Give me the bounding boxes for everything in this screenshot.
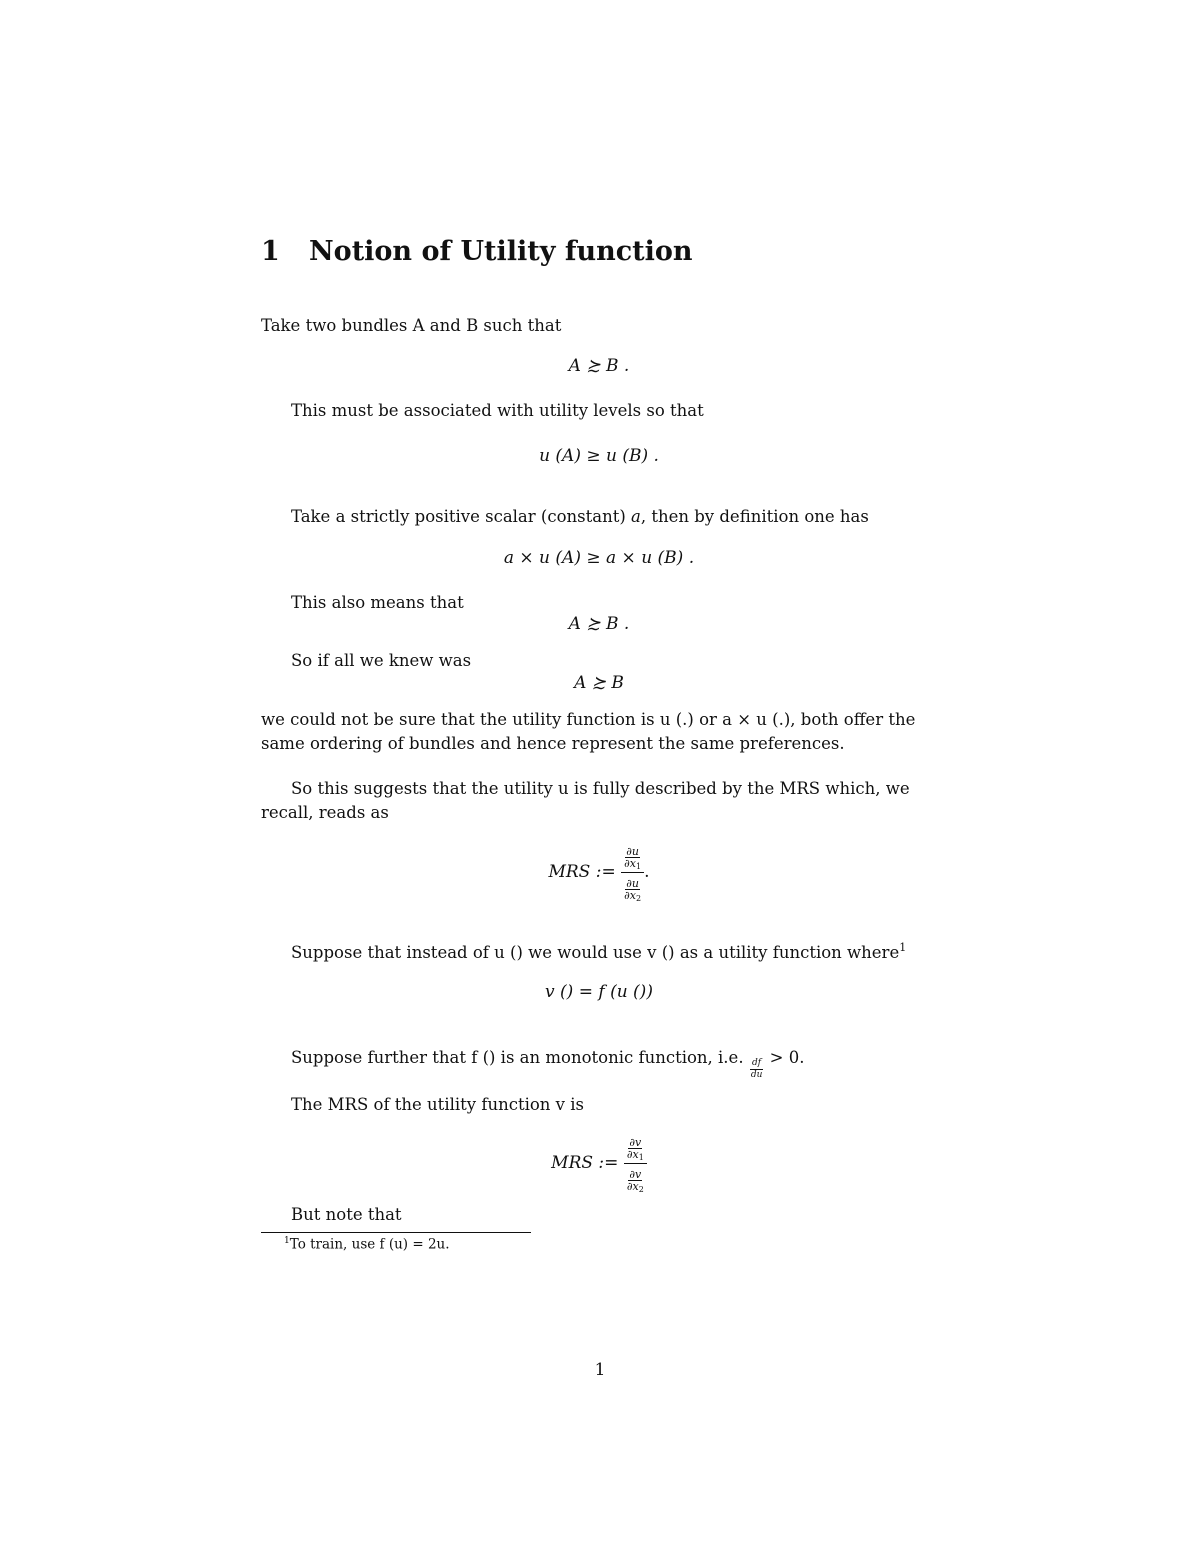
- mrs-v-lhs: MRS :=: [551, 1153, 619, 1173]
- paragraph-3-end: , then by definition one has: [640, 507, 869, 526]
- paragraph-11: But note that: [291, 1205, 402, 1224]
- paragraph-6: we could not be sure that the utility function is u (.) or a × u (.), both offer the same ordering of bundles and hence represent the same preferences.: [261, 710, 916, 753]
- paragraph-9: [291, 1046, 804, 1080]
- equation-3-text: a × u (A) ≥ a × u (B) .: [503, 548, 695, 568]
- equation-5: [261, 673, 937, 693]
- equation-4: [261, 614, 937, 634]
- equation-7-text: v () = f (u ()): [545, 982, 653, 1002]
- footnote-rule: [261, 1232, 531, 1233]
- footnote-marker: 1: [899, 941, 907, 954]
- footnote: [284, 1236, 450, 1253]
- equation-1-text: A ≿ B .: [568, 356, 630, 376]
- equation-mrs-v: [261, 1133, 937, 1194]
- mrs-v-fraction: $\frac{\frac{\partial v}{\partial x_1}}{\frac{\partial v}{\partial x_2}}$: [624, 1133, 647, 1194]
- scalar-a: a: [631, 507, 641, 526]
- paragraph-7: So this suggests that the utility u is fully described by the MRS which, we recall, reads as: [261, 779, 910, 822]
- footnote-text: To train, use f (u) = 2u.: [289, 1236, 450, 1253]
- equation-3: [261, 548, 937, 568]
- section-number: 1: [261, 236, 280, 267]
- mrs-u-lhs: MRS :=: [548, 862, 616, 882]
- equation-mrs-u: MRS := $\frac{\frac{\partial u}{\partial x_1}}{\frac{\partial u}{\partial x_2}}$ .: [261, 842, 937, 903]
- paragraph-4: This also means that: [291, 593, 464, 612]
- equation-2-text: u (A) ≥ u (B) .: [539, 446, 659, 466]
- section-title: Notion of Utility function: [309, 236, 693, 267]
- equation-7: [261, 982, 937, 1002]
- df-du-fraction: $\frac{df}{du}$: [750, 1058, 763, 1080]
- paragraph-9-end: > 0.: [764, 1048, 805, 1067]
- paragraph-8-text: Suppose that instead of u () we would use v () as a utility function where: [291, 943, 900, 962]
- paragraph-5: So if all we knew was: [291, 651, 472, 670]
- footnote-number: 1: [284, 1236, 290, 1246]
- section-heading: [261, 236, 693, 267]
- paragraph-10: The MRS of the utility function v is: [291, 1095, 584, 1114]
- equation-5-text: A ≿ B: [574, 673, 624, 693]
- mrs-u-fraction: $\frac{\frac{\partial u}{\partial x_1}}{\frac{\partial u}{\partial x_2}}$: [621, 842, 644, 903]
- paragraph-9-start: Suppose further that f () is an monotonic function, i.e.: [291, 1048, 749, 1067]
- equation-4-text: A ≿ B .: [568, 614, 630, 634]
- paragraph-3: [291, 505, 869, 529]
- paragraph-3-start: Take a strictly positive scalar (constant): [291, 507, 632, 526]
- paragraph-1: Take two bundles A and B such that: [261, 316, 562, 335]
- paragraph-2: This must be associated with utility levels so that: [291, 401, 704, 420]
- equation-1: [261, 356, 937, 376]
- equation-2: [261, 446, 937, 466]
- paragraph-8: [291, 936, 906, 965]
- page-number: 1: [594, 1360, 606, 1380]
